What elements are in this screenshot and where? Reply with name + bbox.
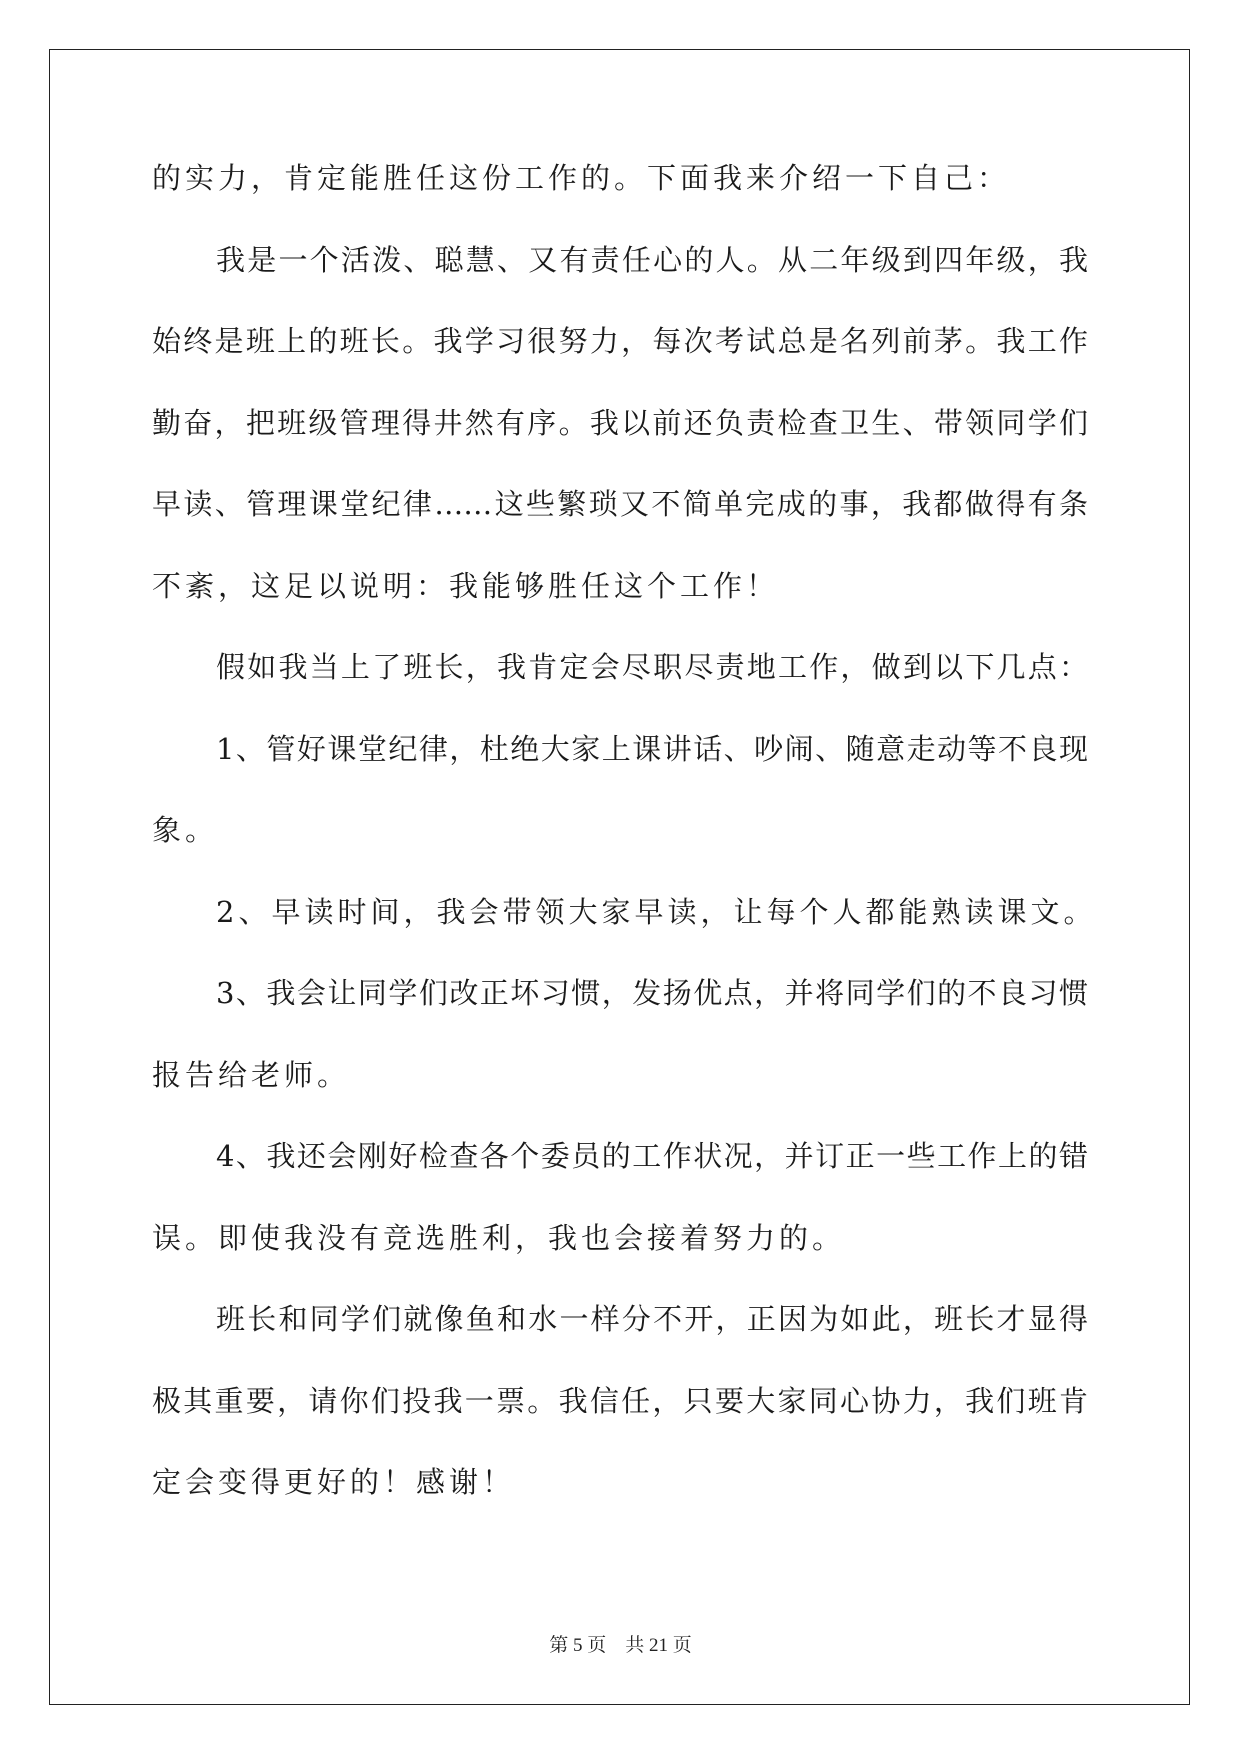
text-line: 勤奋，把班级管理得井然有序。我以前还负责检查卫生、带领同学们: [152, 405, 1088, 440]
text-line: 定会变得更好的！感谢！: [152, 1465, 516, 1499]
text-line: 2、早读时间，我会带领大家早读，让每个人都能熟读课文。: [216, 894, 1097, 929]
text-line: 极其重要，请你们投我一票。我信任，只要大家同心协力，我们班肯: [152, 1383, 1088, 1418]
text-line: 象。: [152, 813, 219, 847]
text-line: 的实力，肯定能胜任这份工作的。下面我来介绍一下自己：: [152, 161, 1011, 195]
text-line: 4、我还会刚好检查各个委员的工作状况，并订正一些工作上的错: [216, 1139, 1088, 1173]
text-line: 假如我当上了班长，我肯定会尽职尽责地工作，做到以下几点：: [216, 650, 1088, 684]
text-line: 报告给老师。: [152, 1057, 351, 1092]
page-number-total: 共 21 页: [625, 1635, 692, 1656]
text-line: 早读、管理课堂纪律……这些繁琐又不简单完成的事，我都做得有条: [152, 487, 1088, 521]
page-footer: [0, 1630, 1241, 1657]
text-line: 我是一个活泼、聪慧、又有责任心的人。从二年级到四年级，我: [216, 242, 1088, 277]
text-line: 不紊，这足以说明：我能够胜任这个工作！: [152, 568, 780, 603]
text-line: 班长和同学们就像鱼和水一样分不开，正因为如此，班长才显得: [216, 1302, 1088, 1336]
text-line: 误。即使我没有竞选胜利，我也会接着努力的。: [152, 1220, 846, 1255]
page-number-current: 第 5 页: [549, 1635, 607, 1656]
footer-spacer: [606, 1635, 625, 1656]
document-body: [152, 161, 1097, 1549]
text-line: 1、管好课堂纪律，杜绝大家上课讲话、吵闹、随意走动等不良现: [216, 731, 1088, 766]
text-line: 3、我会让同学们改正坏习惯，发扬优点，并将同学们的不良习惯: [216, 976, 1088, 1010]
text-line: 始终是班上的班长。我学习很努力，每次考试总是名列前茅。我工作: [152, 324, 1088, 358]
